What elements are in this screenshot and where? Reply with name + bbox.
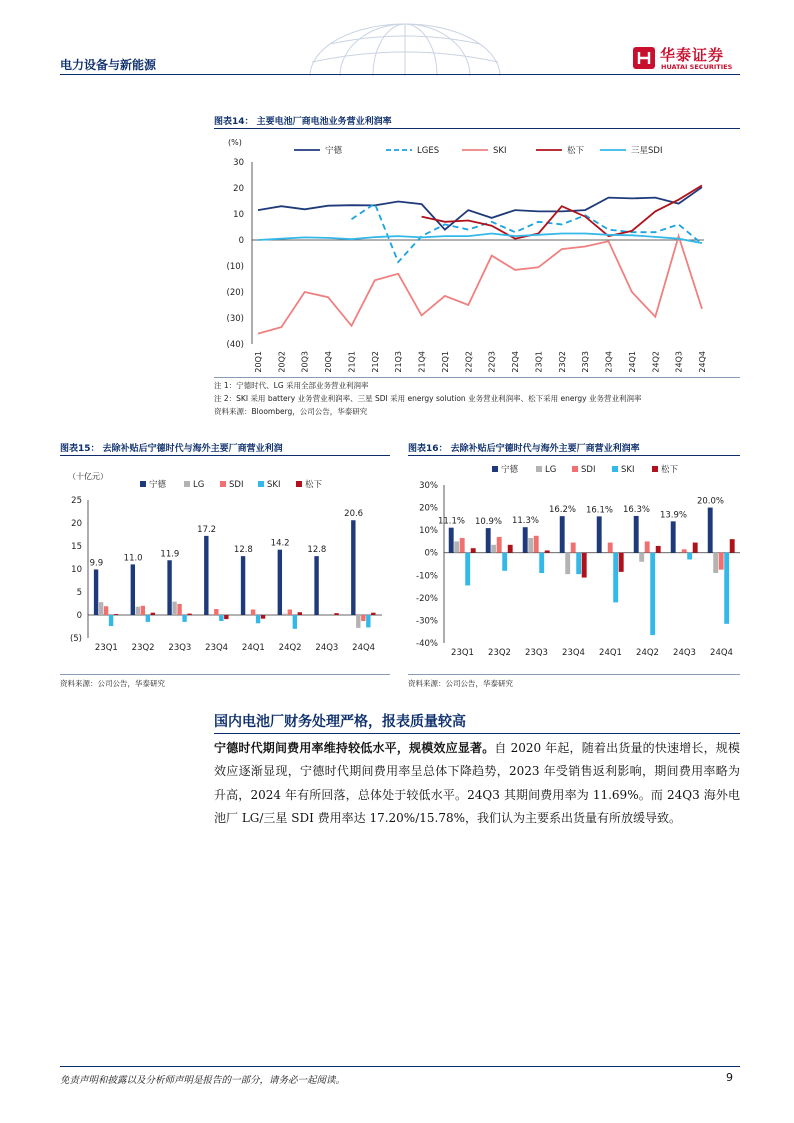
fig15-bar — [141, 606, 145, 615]
fig15-data-label: 20.6 — [344, 509, 364, 520]
fig16-bar — [560, 516, 565, 553]
fig15-y-tick-label: 15 — [71, 542, 82, 552]
fig15-data-label: 11.0 — [123, 553, 143, 564]
fig15-data-label: 11.9 — [160, 549, 180, 560]
fig16-bar — [713, 553, 718, 573]
fig15-bar — [366, 615, 370, 627]
fig15-y-tick-label: 10 — [71, 565, 82, 575]
fig16-y-tick-label: 0% — [424, 548, 438, 559]
fig14-series-line — [258, 236, 702, 334]
fig16-bar — [449, 528, 454, 553]
fig15-x-tick-label: 23Q3 — [168, 643, 192, 653]
fig16-x-tick-label: 24Q3 — [673, 648, 696, 658]
fig14-x-tick-label: 21Q4 — [417, 351, 427, 373]
fig14-y-tick-label: (40) — [226, 340, 244, 350]
fig15-data-label: 12.8 — [307, 545, 327, 556]
fig16-bottom-rule — [408, 674, 740, 675]
fig15-bar — [151, 613, 155, 615]
fig14-legend-label: 三星SDI — [631, 146, 663, 156]
fig16-y-tick-label: 30% — [419, 481, 438, 491]
fig15-x-tick-label: 24Q1 — [241, 643, 265, 653]
fig15-bar — [104, 606, 108, 615]
fig14-x-tick-label: 22Q3 — [487, 351, 497, 373]
fig14-y-tick-label: (30) — [226, 314, 244, 324]
fig16-legend-swatch — [612, 466, 618, 472]
fig15-x-tick-label: 23Q1 — [94, 643, 118, 653]
fig15-bar — [94, 569, 98, 615]
fig16-bar — [693, 543, 698, 553]
fig14-note-1: 注 1：宁德时代、LG 采用全部业务营业利润率 — [214, 381, 369, 390]
fig14-y-tick-label: 0 — [238, 236, 244, 246]
fig14-bottom-rule — [214, 377, 740, 378]
fig14-x-tick-label: 21Q2 — [370, 351, 380, 373]
fig14-x-tick-label: 20Q1 — [254, 351, 263, 373]
fig15-y-tick-label: 0 — [76, 611, 82, 621]
fig15-bar — [278, 550, 282, 615]
fig16-legend-label: SKI — [621, 465, 635, 475]
fig15-title: 图表15： 去除补贴后宁德时代与海外主要厂商营业利润 — [60, 444, 283, 454]
fig16-data-label: 16.3% — [622, 504, 651, 515]
fig16-y-tick-label: 20% — [419, 503, 438, 514]
fig16-bar — [613, 553, 618, 603]
fig15-bar — [187, 614, 191, 615]
fig15-data-label: 14.2 — [270, 538, 290, 549]
fig16-bar — [460, 538, 465, 553]
fig16-legend-swatch — [492, 466, 498, 472]
logo-chinese-text: 华泰证券 — [660, 46, 725, 64]
body-text: 自 2020 年起，随着出货量的快速增长，规模效应逐渐显现，宁德时代期间费用率呈总体下降趋势，2023 年受销售返利影响，期间费用率略为升高，2024 年有所回落，总体处于较低水平。24Q3 其期间费用率为 11.69%。而 24Q3 海外电池厂 LG/三星 SDI 费用率达 17.20%/15.78%，我们认为主要系出货量有所放缓导致。 — [214, 741, 740, 825]
fig15-bar — [261, 615, 265, 619]
fig16-bar — [597, 516, 602, 552]
huatai-logo-mark-icon — [632, 46, 656, 70]
fig14-x-tick-label: 20Q2 — [277, 351, 287, 373]
fig15-bar — [288, 609, 292, 615]
fig15-x-tick-label: 24Q3 — [315, 643, 339, 653]
fig15-bar — [177, 604, 181, 615]
fig16-bar — [634, 516, 639, 553]
header-divider — [60, 74, 740, 75]
fig16-y-tick-label: -30% — [416, 616, 438, 627]
fig16-bar — [656, 546, 661, 553]
fig15-bar — [293, 615, 297, 629]
fig15-bar — [334, 613, 338, 615]
fig15-bar — [172, 602, 176, 615]
fig15-bar — [109, 615, 113, 626]
fig15-bar — [131, 564, 135, 615]
fig16-bar — [687, 553, 692, 560]
fig14-note-2: 注 2：SKI 采用 battery 业务营业利润率、三星 SDI 采用 energy solution 业务营业利润率、松下采用 energy 业务营业利润率 — [214, 394, 642, 403]
fig16-top-rule — [408, 455, 740, 456]
fig16-y-tick-label: 10% — [419, 526, 438, 537]
logo-english-text: HUATAI SECURITIES — [661, 63, 733, 71]
fig16-legend-label: LG — [545, 465, 557, 475]
footer-disclaimer: 免责声明和披露以及分析师声明是报告的一部分，请务必一起阅读。 — [60, 1075, 346, 1086]
fig15-bar — [356, 615, 360, 628]
footer-divider — [60, 1066, 740, 1067]
page-number: 9 — [726, 1071, 733, 1084]
fig16-bar-chart — [408, 460, 740, 670]
fig14-y-tick-label: (20) — [226, 288, 244, 298]
body-lead: 宁德时代期间费用率维持较低水平，规模效应显著。 — [214, 741, 495, 755]
fig14-series-line — [258, 234, 702, 244]
fig14-x-tick-label: 20Q4 — [324, 351, 334, 373]
fig16-bar — [523, 527, 528, 553]
fig15-legend-label: SDI — [229, 480, 244, 490]
fig16-data-label: 20.0% — [696, 496, 725, 507]
fig14-line-chart — [214, 132, 740, 374]
fig15-top-rule — [60, 455, 390, 456]
fig14-x-tick-label: 24Q1 — [627, 351, 637, 373]
fig15-bar — [99, 602, 103, 615]
fig15-bar — [251, 609, 255, 615]
fig16-bar — [682, 549, 687, 552]
fig16-y-tick-label: -20% — [416, 593, 438, 604]
fig14-series-line — [352, 204, 703, 263]
fig16-y-tick-label: -10% — [416, 571, 438, 582]
fig15-legend-swatch — [220, 481, 226, 487]
fig16-bar — [608, 543, 613, 553]
fig16-bar — [497, 537, 502, 553]
fig16-x-tick-label: 23Q4 — [562, 648, 585, 658]
fig14-legend-label: 松下 — [567, 146, 585, 156]
fig16-x-tick-label: 23Q1 — [451, 648, 474, 658]
fig14-top-rule — [214, 128, 740, 129]
fig16-title: 图表16： 去除补贴后宁德时代与海外主要厂商营业利润率 — [408, 444, 640, 454]
fig14-legend-label: LGES — [417, 146, 440, 156]
globe-watermark-icon — [300, 22, 510, 76]
fig16-bar — [508, 545, 513, 553]
fig14-x-tick-label: 22Q1 — [440, 351, 450, 373]
fig16-legend-label: 松下 — [661, 465, 679, 475]
fig14-x-tick-label: 22Q4 — [511, 351, 521, 373]
fig15-legend-swatch — [296, 481, 302, 487]
fig16-bar — [571, 543, 576, 553]
fig15-bar — [214, 609, 218, 615]
huatai-logo — [632, 44, 742, 74]
fig14-x-tick-label: 21Q3 — [394, 351, 404, 373]
fig15-y-tick-label: 20 — [71, 519, 82, 529]
fig14-legend-label: SKI — [493, 146, 507, 156]
fig16-x-tick-label: 24Q1 — [599, 648, 622, 658]
fig16-bar — [502, 553, 507, 571]
fig14-y-unit: (%) — [228, 138, 242, 147]
fig14-x-tick-label: 24Q3 — [674, 351, 684, 373]
fig15-bar — [361, 615, 365, 621]
fig14-x-tick-label: 23Q1 — [534, 351, 544, 373]
fig14-y-tick-label: 20 — [233, 184, 244, 194]
section-heading: 国内电池厂财务处理严格，报表质量较高 — [214, 714, 466, 730]
fig14-x-tick-label: 21Q1 — [347, 351, 357, 373]
fig16-legend-swatch — [652, 466, 658, 472]
fig16-bar — [565, 553, 570, 574]
fig16-legend-swatch — [536, 466, 542, 472]
fig15-bar — [241, 556, 245, 615]
fig16-data-label: 11.3% — [511, 516, 540, 527]
fig16-legend-swatch — [572, 466, 578, 472]
fig15-bar — [146, 615, 150, 622]
fig14-title: 图表14： 主要电池厂商电池业务营业利润率 — [214, 117, 392, 127]
fig15-bar — [298, 612, 302, 615]
fig16-bar — [491, 545, 496, 553]
fig15-legend-swatch — [140, 481, 146, 487]
fig15-y-tick-label: 5 — [76, 588, 82, 598]
fig14-x-tick-label: 23Q3 — [581, 351, 591, 373]
fig14-y-tick-label: 30 — [233, 158, 244, 168]
fig16-data-label: 16.2% — [548, 505, 577, 516]
fig16-bar — [650, 553, 655, 635]
fig14-x-tick-label: 23Q2 — [557, 351, 567, 373]
fig15-bar — [136, 607, 140, 615]
fig16-source: 资料来源：公司公告，华泰研究 — [408, 679, 513, 688]
fig15-bar — [256, 615, 260, 623]
fig14-x-tick-label: 24Q2 — [651, 351, 661, 373]
fig15-bar — [167, 560, 171, 615]
fig16-bar — [708, 508, 713, 553]
fig16-bar — [724, 553, 729, 624]
fig15-x-tick-label: 24Q2 — [278, 643, 302, 653]
fig15-bar — [283, 614, 287, 615]
fig16-bar — [730, 539, 735, 553]
fig15-legend-swatch — [258, 481, 264, 487]
fig15-bar — [351, 520, 355, 615]
section-rule — [214, 733, 740, 734]
fig15-bar — [371, 613, 375, 615]
fig16-bar — [465, 553, 470, 586]
fig16-x-tick-label: 24Q4 — [710, 648, 733, 658]
fig14-x-tick-label: 20Q3 — [300, 351, 310, 373]
fig15-legend-label: LG — [193, 480, 205, 490]
fig16-y-tick-label: -40% — [416, 639, 438, 649]
fig16-bar — [454, 541, 459, 552]
fig16-bar — [576, 553, 581, 574]
fig16-bar — [528, 538, 533, 553]
fig16-bar — [539, 553, 544, 573]
fig16-bar — [471, 548, 476, 553]
fig16-x-tick-label: 23Q3 — [525, 648, 548, 658]
fig16-data-label: 16.1% — [585, 505, 614, 516]
fig16-bar — [534, 536, 539, 553]
fig14-y-tick-label: (10) — [226, 262, 244, 272]
fig14-x-tick-label: 23Q4 — [604, 351, 614, 373]
fig16-data-label: 10.9% — [474, 517, 503, 528]
fig15-x-tick-label: 23Q2 — [131, 643, 155, 653]
fig16-x-tick-label: 24Q2 — [636, 648, 659, 658]
fig16-data-label: 11.1% — [437, 516, 466, 527]
fig16-bar — [639, 553, 644, 562]
fig16-bar — [486, 528, 491, 553]
fig15-bottom-rule — [60, 674, 390, 675]
fig15-bar — [182, 615, 186, 622]
fig14-legend-label: 宁德 — [325, 146, 343, 156]
fig14-x-tick-label: 24Q4 — [698, 351, 707, 373]
fig15-y-tick-label: 25 — [71, 496, 82, 506]
fig15-source: 资料来源：公司公告，华泰研究 — [60, 679, 165, 688]
fig15-y-unit: （十亿元） — [68, 472, 108, 481]
body-paragraph — [214, 737, 740, 830]
fig16-x-tick-label: 23Q2 — [488, 648, 511, 658]
fig14-x-tick-label: 22Q2 — [464, 351, 474, 373]
fig15-bar-chart — [60, 460, 390, 670]
fig15-legend-label: SKI — [267, 480, 281, 490]
fig15-legend-label: 宁德 — [149, 480, 167, 490]
fig15-bar — [219, 615, 223, 621]
fig15-data-label: 9.9 — [89, 558, 104, 569]
fig15-legend-label: 松下 — [305, 480, 323, 490]
fig16-bar — [545, 550, 550, 552]
fig16-legend-label: SDI — [581, 465, 596, 475]
fig14-y-tick-label: 10 — [233, 210, 244, 220]
fig14-source: 资料来源：Bloomberg，公司公告，华泰研究 — [214, 407, 368, 416]
fig15-x-tick-label: 24Q4 — [352, 643, 376, 653]
fig15-bar — [224, 615, 228, 619]
fig15-data-label: 17.2 — [197, 524, 217, 535]
fig15-legend-swatch — [184, 481, 190, 487]
fig15-x-tick-label: 23Q4 — [205, 643, 229, 653]
fig15-y-tick-label: (5) — [69, 634, 82, 644]
fig16-legend-label: 宁德 — [501, 465, 519, 475]
fig16-bar — [671, 521, 676, 552]
report-section-title: 电力设备与新能源 — [60, 58, 157, 72]
fig15-bar — [314, 556, 318, 615]
fig16-bar — [645, 541, 650, 552]
fig15-bar — [114, 614, 118, 615]
fig16-bar — [719, 553, 724, 570]
fig16-bar — [582, 553, 587, 578]
fig15-bar — [204, 536, 208, 615]
fig16-data-label: 13.9% — [659, 510, 688, 521]
fig16-bar — [619, 553, 624, 572]
fig15-data-label: 12.8 — [233, 545, 253, 556]
